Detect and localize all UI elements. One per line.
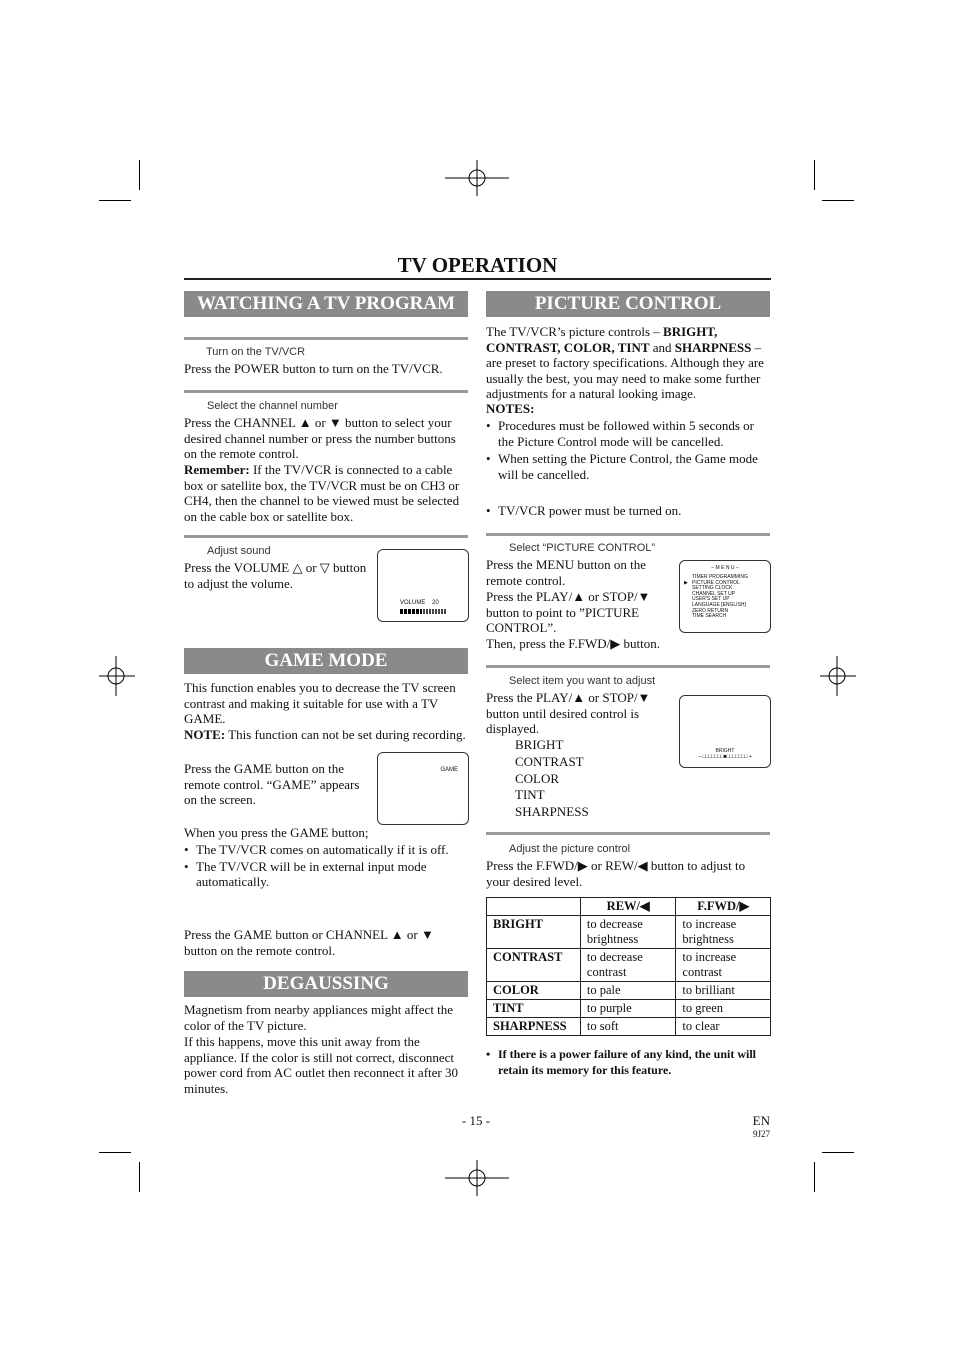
step-label-select-picture: Select “PICTURE CONTROL” [509,542,656,554]
menu-cursor-icon: ▶ [684,580,688,586]
intro-text: The TV/VCR’s picture controls – [486,324,664,339]
picture-intro [486,324,770,402]
crop-mark [139,1162,140,1192]
table-cell: to clear [676,1018,771,1036]
game-note-text: This function can not be set during recording. [225,727,466,742]
remember-label: Remember: [184,462,250,477]
power-note: • TV/VCR power must be turned on. [486,503,770,519]
table-row [487,1000,771,1018]
intro-controls: SHARPNESS [674,339,752,355]
page-title: TV OPERATION [397,253,558,277]
item-bright: BRIGHT [515,737,564,752]
step-label-sound: Adjust sound [207,545,271,557]
table-cell: to decrease contrast [580,949,676,982]
table-cell: to increase contrast [676,949,771,982]
crop-mark [822,200,854,201]
step-text-adjust: Press the F.FWD/▶ or REW/◀ button to adjust to your desired level. [486,858,746,889]
menu-screen-item: CHANNEL SET UP [692,590,736,597]
step-text-ffwd: Then, press the F.FWD/▶ button. [486,636,660,651]
crop-mark [814,160,815,190]
registration-mark-top [445,160,509,196]
step-label-turn-on: Turn on the TV/VCR [206,346,306,358]
volume-screen [377,549,469,622]
crop-mark [99,1152,131,1153]
item-contrast: CONTRAST [515,753,584,769]
degauss-p1: Magnetism from nearby appliances might affect the color of the TV picture. [184,1002,454,1033]
step-rule [486,832,770,836]
table-cell: to green [676,1000,771,1018]
memory-note: • If there is a power failure of any kind, the unit will retain its memory for this feature. [486,1047,772,1078]
picture-note: • When setting the Picture Control, the Game mode will be cancelled. [486,451,770,482]
step-label-select-item: Select item you want to adjust [509,675,656,687]
section-heading-game: GAME MODE [184,648,468,674]
model-code: 9J27 [752,1129,770,1139]
menu-screen-title: – M E N U – [711,565,739,571]
step-rule [184,337,468,341]
table-cell: TINT [487,1000,581,1018]
section-heading-picture: PICTURE CONTROL [486,291,770,317]
game-cancel-text: Press the GAME button or CHANNEL ▲ or ▼ button on the remote control. [184,927,434,958]
crop-mark [822,1152,854,1153]
table-cell: to purple [580,1000,676,1018]
remember-paragraph [184,462,468,524]
table-header: REW/◀ [580,898,676,916]
game-note-label: NOTE: [184,727,226,742]
menu-screen [679,560,771,633]
game-screen [377,752,469,825]
item-list [515,737,589,821]
game-when-text: When you press the GAME button; [184,825,369,840]
table-cell: to soft [580,1018,676,1036]
volume-screen-text: VOLUME 20 [400,600,439,606]
step-text-turn-on: Press the POWER button to turn on the TV/VCR. [184,361,443,376]
intro-text: – are preset to factory specifications. Although they are usually the best, you may need to make some further adjustments for a natural looking image. [486,339,764,401]
bright-screen-label: BRIGHT [715,748,735,754]
game-bullet: • The TV/VCR comes on automatically if it is off. [184,842,468,858]
crop-mark [814,1162,815,1192]
table-cell: SHARPNESS [487,1018,581,1036]
table-cell: to pale [580,982,676,1000]
intro-controls: BRIGHT, CONTRAST, COLOR, TINT [486,324,718,355]
degauss-p2: If this happens, move this unit away from the appliance. If the color is still not correct, disconnect power cord from AC outlet then reconnect it after 30 minutes. [184,1034,458,1096]
game-note [184,727,474,743]
step-text-channel: Press the CHANNEL ▲ or ▼ button to select your desired channel number or press the number buttons on the remote control. [184,415,456,461]
picture-note: • Procedures must be followed within 5 seconds or the Picture Control mode will be cancelled. [486,418,770,449]
step-rule [486,665,770,669]
intro-text: and [649,339,675,355]
step-text-select-item: Press the PLAY/▲ or STOP/▼ button until desired control is displayed. [486,690,651,736]
menu-screen-item: USER'S SET UP [692,596,730,603]
step-rule [184,535,468,539]
menu-screen-item: TIMER PROGRAMMING [692,574,748,580]
registration-mark-bottom [445,1160,509,1196]
table-header [487,898,581,916]
table-cell: to decrease brightness [580,916,676,949]
menu-screen-item: PICTURE CONTROL [692,579,740,586]
menu-screen-item: TIME SEARCH [692,613,727,620]
item-sharpness: SHARPNESS [515,804,589,820]
crop-mark [139,160,140,190]
registration-mark-right [820,656,856,696]
registration-mark-left [99,656,135,696]
section-heading-watching: WATCHING A TV PROGRAM [184,291,468,317]
table-header: F.FWD/▶ [676,898,771,916]
step-label-adjust: Adjust the picture control [509,843,631,855]
remember-text: If the TV/VCR is connected to a cable box or satellite box, the TV/VCR must be on CH3 or CH4, then the channel to be viewed must be selected on the cable box or satellite box. [184,462,460,524]
game-bullet: • The TV/VCR will be in external input mode automatically. [184,859,468,890]
volume-level-bar [400,609,446,614]
picture-notes [486,418,770,482]
page-number: - 15 - [461,1113,491,1128]
item-tint: TINT [515,787,545,803]
table-row [487,949,771,982]
notes-label: NOTES: [486,401,535,416]
table-cell: to increase brightness [676,916,771,949]
memory-note-list [486,1047,772,1078]
table-row [487,916,771,949]
step-text-sound: Press the VOLUME △ or ▽ button to adjust the volume. [184,560,367,591]
menu-screen-item: LANGUAGE [ENGLISH] [692,601,746,608]
step-text-point: Press the PLAY/▲ or STOP/▼ button to point to ”PICTURE CONTROL”. [486,589,651,635]
game-intro: This function enables you to decrease the TV screen contrast and making it suitable for use with a TV GAME. [184,680,456,726]
game-screen-text: GAME [440,767,458,773]
menu-screen-item: ZERO RETURN [692,607,729,614]
adjust-table [486,897,771,1036]
table-row [487,1018,771,1036]
bright-screen-bar: – □□□□□□□■□□□□□□□ + [698,754,752,760]
table-cell: COLOR [487,982,581,1000]
step-rule [184,390,468,394]
step-label-channel: Select the channel number [207,400,338,412]
power-note-list [486,503,770,519]
bright-screen [679,695,771,768]
table-cell: BRIGHT [487,916,581,949]
table-cell: to brilliant [676,982,771,1000]
language-code: EN [752,1113,770,1128]
menu-screen-list [692,575,748,620]
title-rule [184,278,771,280]
item-color: COLOR [515,770,560,786]
menu-screen-item: SETTING CLOCK [692,585,733,592]
step-rule [486,533,770,537]
table-row [487,982,771,1000]
table-header-row [487,898,771,916]
game-press-text: Press the GAME button on the remote control. “GAME” appears on the screen. [184,761,360,807]
game-bullets [184,842,468,890]
table-cell: CONTRAST [487,949,581,982]
section-heading-degaussing: DEGAUSSING [184,971,468,997]
crop-mark [99,200,131,201]
step-text-menu: Press the MENU button on the remote control. [486,557,646,588]
